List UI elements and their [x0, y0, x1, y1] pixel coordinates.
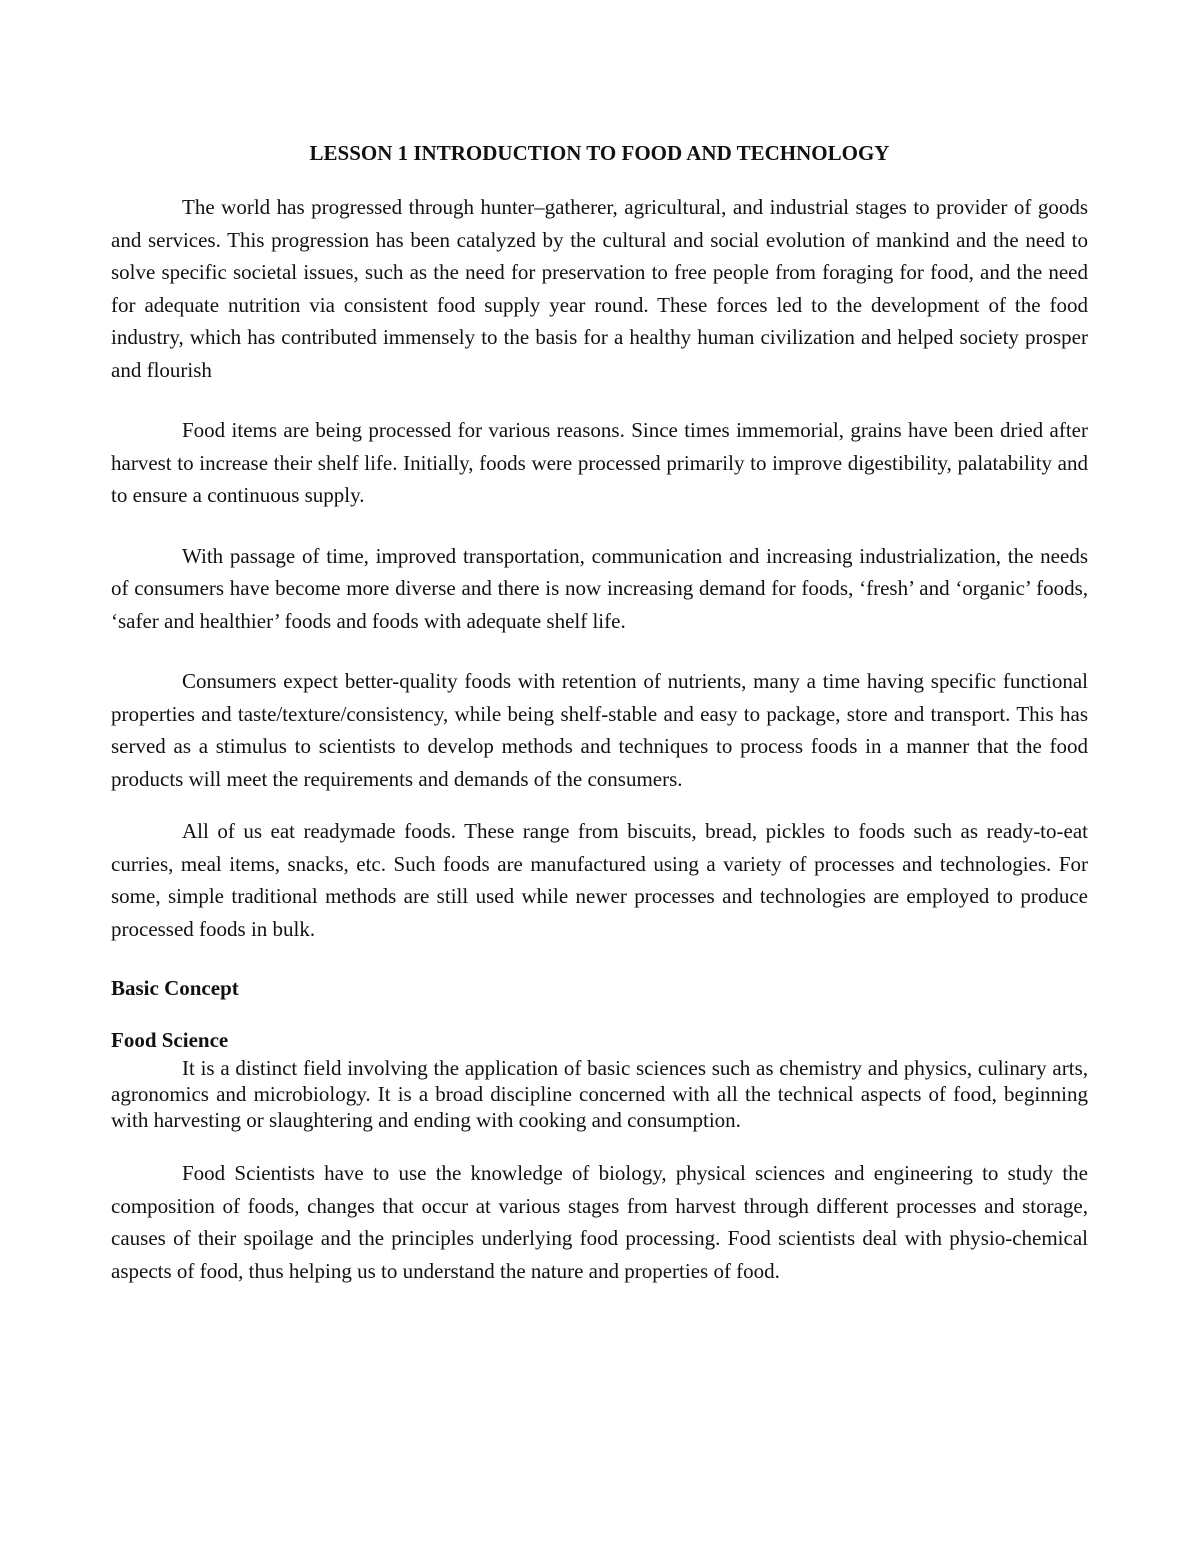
lesson-title: LESSON 1 INTRODUCTION TO FOOD AND TECHNOLOGY: [309, 141, 890, 165]
document-page: [111, 138, 1088, 1315]
food-science-paragraph-2: Food Scientists have to use the knowledge of biology, physical sciences and engineering to study the composition of foods, changes that occur at various stages from harvest through different processes and storage, causes of their spoilage and the principles underlying food processing. Food scientists deal with physio-chemical aspects of food, thus helping us to understand the nature and properties of food.: [111, 1161, 1088, 1283]
intro-paragraph-5: All of us eat readymade foods. These range from biscuits, bread, pickles to foods such as ready-to-eat curries, meal items, snacks, etc. Such foods are manufactured using a variety of processes and technologies. For some, simple traditional methods are still used while newer processes and technologies are employed to produce processed foods in bulk.: [111, 819, 1088, 941]
intro-paragraph-2: Food items are being processed for various reasons. Since times immemorial, grains have been dried after harvest to increase their shelf life. Initially, foods were processed primarily to improve digestibility, palatability and to ensure a continuous supply.: [111, 418, 1088, 507]
food-science-paragraph-1: It is a distinct field involving the application of basic sciences such as chemistry and physics, culinary arts, agronomics and microbiology. It is a broad discipline concerned with all the technical aspects of food, beginning with harvesting or slaughtering and ending with cooking and consumption.: [111, 1056, 1088, 1132]
basic-concept-heading: Basic Concept: [111, 976, 239, 1000]
intro-paragraph-4: Consumers expect better-quality foods with retention of nutrients, many a time having specific functional properties and taste/texture/consistency, while being shelf-stable and easy to package, store and transport. This has served as a stimulus to scientists to develop methods and techniques to process foods in a manner that the food products will meet the requirements and demands of the consumers.: [111, 669, 1088, 791]
intro-paragraph-1: The world has progressed through hunter–gatherer, agricultural, and industrial stages to provider of goods and services. This progression has been catalyzed by the cultural and social evolution of mankind and the need to solve specific societal issues, such as the need for preservation to free people from foraging for food, and the need for adequate nutrition via consistent food supply year round. These forces led to the development of the food industry, which has contributed immensely to the basis for a healthy human civilization and helped society prosper and flourish: [111, 195, 1088, 382]
intro-paragraph-3: With passage of time, improved transportation, communication and increasing industrialization, the needs of consumers have become more diverse and there is now increasing demand for foods, ‘fresh’ and ‘organic’ foods, ‘safer and healthier’ foods and foods with adequate shelf life.: [111, 543, 1088, 633]
food-science-heading: Food Science: [111, 1028, 229, 1052]
